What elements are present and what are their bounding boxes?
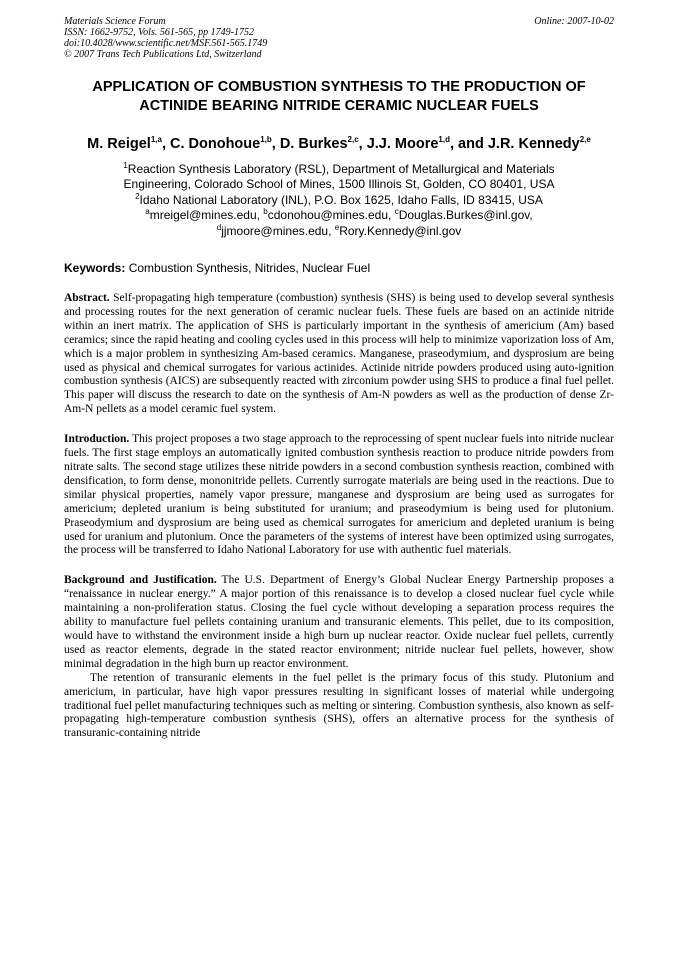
online-date: Online: 2007-10-02	[534, 16, 614, 27]
email-reigel[interactable]: mreigel@mines.edu,	[149, 208, 264, 223]
author-donohoue-affil: 1,b	[260, 135, 272, 145]
keywords-text: Combustion Synthesis, Nitrides, Nuclear Fuel	[125, 261, 371, 276]
email-kennedy[interactable]: Rory.Kennedy@inl.gov	[339, 223, 462, 238]
affiliation-1-line-1: Reaction Synthesis Laboratory (RSL), Department of Metallurgical and Materials	[127, 162, 555, 176]
email-burkes[interactable]: Douglas.Burkes@inl.gov,	[398, 208, 533, 223]
background-paragraph-2: The retention of transuranic elements in the fuel pellet is the primary focus of this study. Plutonium and americium, in particular, have high vapor pressures resulting in significant losses of material while undergoing traditional fuel pellet manufacturing techniques such as melting or sintering. Combustion synthesis, also known as self-propagating high-temperature combustion synthesis (SHS), offers an alternative process for the synthesis of transuranic-containing nitride	[64, 671, 614, 740]
background-heading: Background and Justification.	[64, 574, 217, 587]
author-kennedy: , and J.R. Kennedy	[449, 136, 580, 152]
email-donohoue[interactable]: cdonohou@mines.edu,	[267, 208, 395, 223]
author-donohoue: , C. Donohoue	[161, 136, 261, 152]
affiliation-2	[64, 193, 614, 208]
author-list	[64, 132, 614, 156]
introduction-heading: Introduction.	[64, 433, 130, 446]
doi-line[interactable]: doi:10.4028/www.scientific.net/MSF.561-565.1749	[64, 38, 268, 49]
email-a-marker: a	[145, 207, 150, 217]
abstract-paragraph	[64, 292, 614, 417]
title-line-1: APPLICATION OF COMBUSTION SYNTHESIS TO THE PRODUCTION OF	[92, 79, 586, 95]
author-moore: , J.J. Moore	[358, 136, 439, 152]
issn-line: ISSN: 1662-9752, Vols. 561-565, pp 1749-1752	[64, 27, 254, 38]
affiliation-1-line-2: Engineering, Colorado School of Mines, 1500 Illinois St, Golden, CO 80401, USA	[123, 177, 555, 192]
keywords	[64, 261, 614, 276]
abstract-heading: Abstract.	[64, 292, 110, 305]
background-paragraph	[64, 574, 614, 671]
paper-title	[64, 78, 614, 116]
email-line-2	[64, 224, 614, 239]
email-b-marker: b	[263, 207, 268, 217]
journal-name: Materials Science Forum	[64, 16, 166, 27]
author-kennedy-affil: 2,e	[579, 135, 591, 145]
introduction-text: This project proposes a two stage approach to the reprocessing of spent nuclear fuels into nitride nuclear fuels. The first stage employs an automatically ignited combustion synthesis reaction to produce nitride powders from nitrate salts. The second stage utilizes these nitride powders in a second combustion synthesis reaction, combined with densification, to form dense, mononitride pellets. Currently surrogate materials are being used in the reactions. Due to similar physical properties, namely vapor pressure, manganese and dysprosium are being used as surrogates for americium; depleted uranium is being substituted for uranium; and praseodymium is being used for plutonium. Praseodymium and dysprosium are being used as chemical surrogates for americium and depleted uranium is being used for uranium and plutonium. Once the parameters of the systems of interest have been optimized using surrogates, the process will be transferred to Idaho National Laboratory for use with authentic fuel materials.	[64, 433, 614, 557]
affiliation-2-line: Idaho National Laboratory (INL), P.O. Box 1625, Idaho Falls, ID 83415, USA	[139, 192, 543, 207]
email-moore[interactable]: jjmoore@mines.edu,	[221, 223, 335, 238]
background-text: The U.S. Department of Energy’s Global Nuclear Energy Partnership proposes a “renaissance in nuclear energy.” A major portion of this renaissance is to develop a closed nuclear fuel cycle while maintaining a non-proliferation status. Closing the fuel cycle without developing a separation process requires the ability to manufacture fuel pellets containing uranium and transuranic elements. This pellet, due to its composition, would have to withstand the environment inside a high burn up nuclear reactor. Oxide nuclear fuel pellets, currently used as reactor elements, degrade in the stated reactor environment; nitride nuclear fuel pellets, however, show minimal degradation in the high burn up reactor environment.	[64, 574, 614, 670]
affiliation-1-marker: 1	[123, 161, 128, 170]
abstract-text: Self-propagating high temperature (combustion) synthesis (SHS) is being used to develop several synthesis and processing routes for the next generation of ceramic nuclear fuels. These fuels are based on an actinide nitride within an inert matrix. The application of SHS is particularly important in the synthesis of americium (Am) based ceramics; since the rapid heating and cooling cycles used in this process will help to minimize vaporization loss of Am, which is a major problem in synthesizing Am-based ceramics. Manganese, praseodymium, and dysprosium are being used as physical and chemical surrogates for various actinides. Actinide nitride powders produced using auto-ignition combustion synthesis (AICS) are subsequently reacted with zirconium powder using SHS to produce a final fuel pellet. This paper will discuss the research to date on the synthesis of Am-N powders as well as the production of dense Zr-Am-N pellets as a model ceramic fuel system.	[64, 292, 614, 416]
email-e-marker: e	[334, 222, 340, 232]
email-c-marker: c	[394, 207, 399, 217]
title-line-2: ACTINIDE BEARING NITRIDE CERAMIC NUCLEAR FUELS	[139, 98, 539, 114]
affiliation-2-marker: 2	[135, 191, 140, 201]
affiliation-1	[64, 162, 614, 177]
introduction-paragraph	[64, 433, 614, 558]
author-reigel-affil: 1,a	[150, 135, 162, 145]
author-burkes-affil: 2,c	[347, 135, 359, 145]
copyright-line: © 2007 Trans Tech Publications Ltd, Switzerland	[64, 49, 262, 60]
author-burkes: , D. Burkes	[271, 136, 348, 152]
email-line-1	[64, 208, 614, 223]
keywords-label: Keywords:	[64, 261, 126, 276]
affiliations	[64, 162, 614, 239]
author-moore-affil: 1,d	[438, 135, 450, 145]
email-d-marker: d	[216, 222, 222, 232]
journal-header	[64, 16, 614, 60]
author-reigel: M. Reigel	[87, 136, 151, 152]
